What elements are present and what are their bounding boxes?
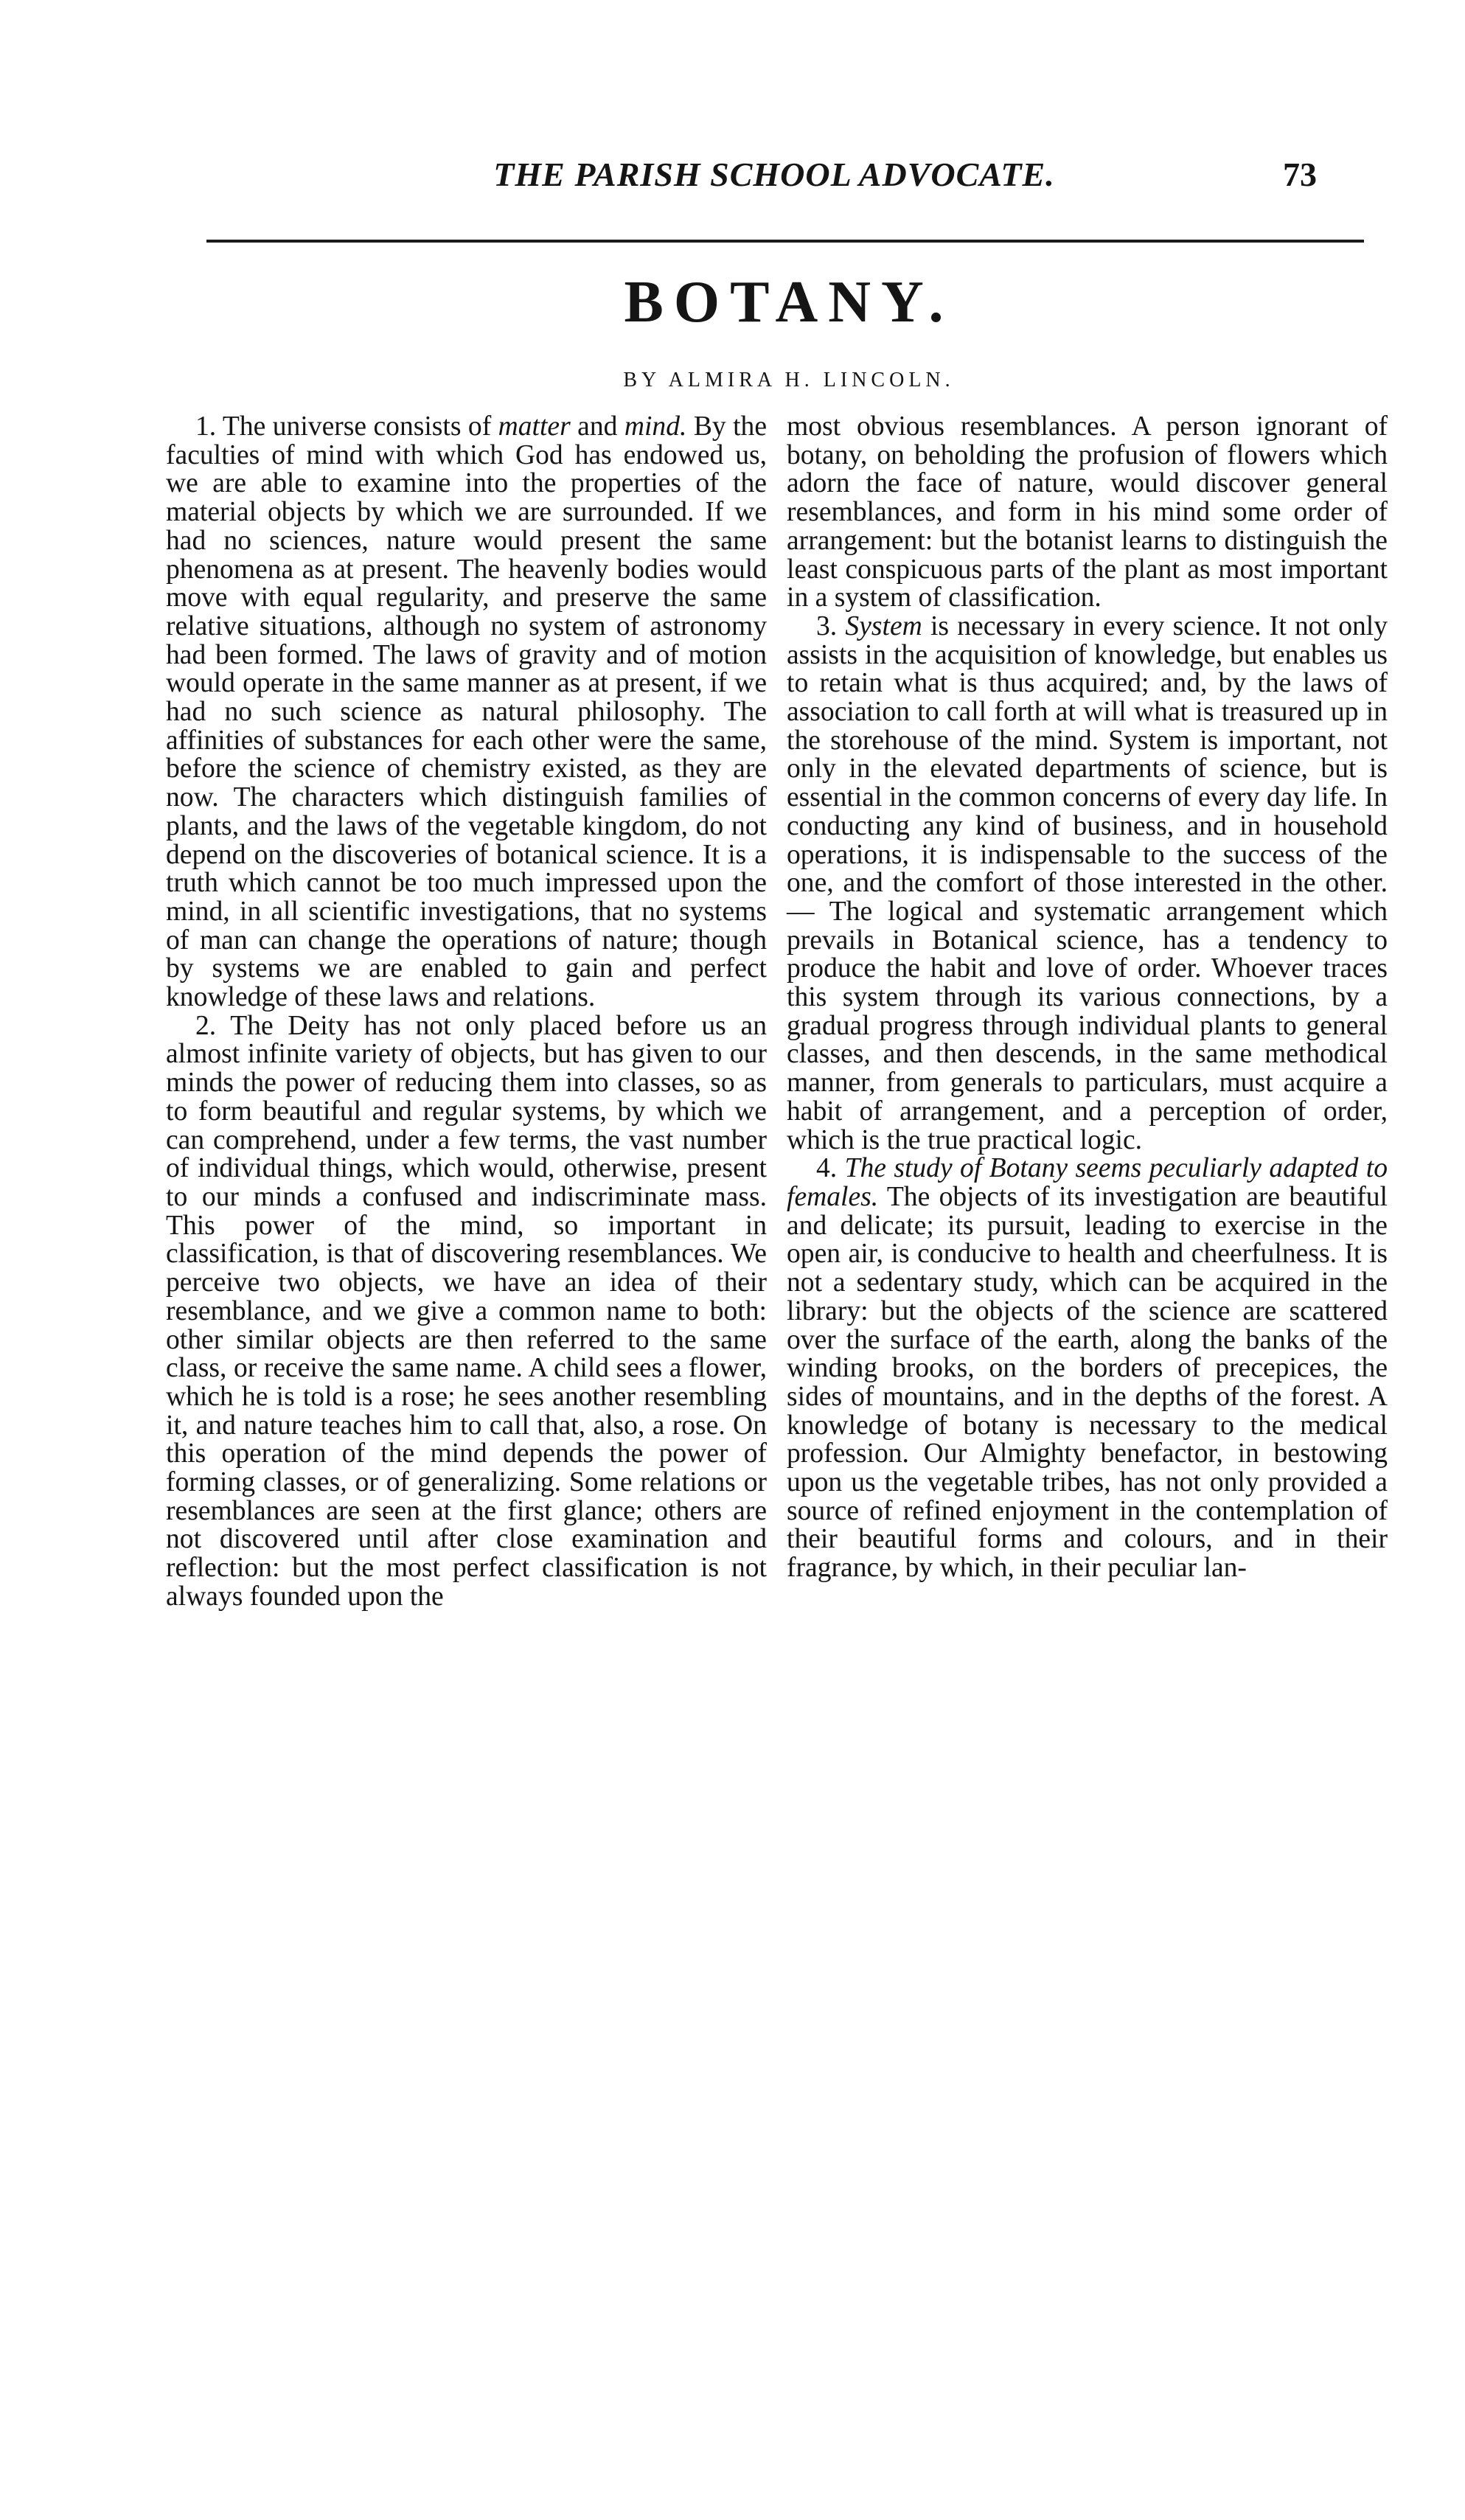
article-title: BOTANY. — [624, 270, 954, 335]
paragraph-2: 2. The Deity has not only placed before us an almost infinite variety of objects, but has given to our minds the power of reducing them into classes, so as to form beautiful and regular systems, by which we can comprehend, under a few terms, the vast number of individual things, which would, otherwise, present to our minds a confused and indiscriminate mass. This power of the mind, so important in classification, is that of discovering resemblances. We perceive two objects, we have an idea of their resemblance, and we give a common name to both: other similar objects are then referred to the same class, or receive the same name. A child sees a flower, which he is told is a rose; he sees another resembling it, and nature teaches him to call that, also, a rose. On this operation of the mind depends the power of forming classes, or of generalizing. Some relations or resemblances are seen at the first glance; others are not discovered until after close examination and reflection: but the most perfect classification is not always founded upon the — [166, 1010, 767, 1612]
left-column — [166, 413, 767, 1612]
page-number: 73 — [1283, 156, 1317, 193]
paragraph-3-text-a: 3. — [816, 610, 846, 641]
paragraph-3-emphasis-system: System — [845, 610, 922, 641]
paragraph-4-emphasis-heading: The study of Botany seems peculiarly adapted to females. — [787, 1153, 1388, 1212]
paragraph-1 — [166, 413, 767, 1012]
paragraph-4-text-c: The objects of its investigation are beautiful and delicate; its pursuit, leading to exercise in the open air, is conducive to health and cheerfulness. It is not a sedentary study, which can be acquired in the library: but the objects of the science are scattered over the surface of the earth, along the banks of the winding brooks, on the borders of precepices, the sides of mountains, and in the depths of the forest. A knowledge of botany is necessary to the medical profession. Our Almighty benefactor, in bestowing upon us the vegetable tribes, has not only provided a source of refined enjoyment in the contemplation of their beautiful forms and colours, and in their fragrance, by which, in their peculiar lan- — [787, 1181, 1388, 1584]
paragraph-2-continued: most obvious resemblances. A person ignorant of botany, on beholding the profusion of flowers which adorn the face of nature, would discover general resemblances, and form in his mind some order of arrangement: but the botanist learns to distinguish the least conspicuous parts of the plant as most important in a system of classification. — [787, 411, 1388, 613]
paragraph-4-text-a: 4. — [816, 1153, 845, 1184]
paragraph-1-text-a: 1. The universe consists of — [195, 411, 498, 442]
paragraph-1-text-c: and — [570, 411, 624, 442]
paragraph-1-emphasis-mind: mind. — [624, 411, 687, 442]
header-rule — [206, 240, 1364, 243]
paragraph-4 — [787, 1155, 1388, 1583]
article-byline: BY ALMIRA H. LINCOLN. — [623, 369, 955, 391]
paragraph-3-text-c: is necessary in every science. It not only assists in the acquisition of knowledge, but enables us to retain what is thus acquired; and, by the laws of association to call forth at will what is treasured up in the storehouse of the mind. System is important, not only in the elevated departments of science, but is essential in the common concerns of every day life. In conducting any kind of business, and in household operations, it is indispensable to the success of the one, and the comfort of those interested in the other.— The logical and systematic arrangement which prevails in Botanical science, has a tendency to produce the habit and love of order. Whoever traces this system through its various connections, by a gradual progress through individual plants to general classes, and then descends, in the same methodical manner, from generals to particulars, must acquire a habit of arrangement, and a perception of order, which is the true practical logic. — [787, 610, 1388, 1155]
paragraph-1-emphasis-matter: matter — [498, 411, 571, 442]
paragraph-1-text-e: By the faculties of mind with which God has endowed us, we are able to examine into the properties of the material objects by which we are surrounded. If we had no sciences, nature would present the same phenomena as at present. The heavenly bodies would move with equal regularity, and preserve the same relative situations, although no system of astronomy had been formed. The laws of gravity and of motion would operate in the same manner as at present, if we had no such science as natural philosophy. The affinities of substances for each other were the same, before the science of chemistry existed, as they are now. The characters which distinguish families of plants, and the laws of the vegetable kingdom, do not depend on the discoveries of botanical science. It is a truth which cannot be too much impressed upon the mind, in all scientific investigations, that no systems of man can change the operations of nature; though by systems we are enabled to gain and perfect knowledge of these laws and relations. — [166, 411, 767, 1013]
paragraph-3 — [787, 610, 1388, 1155]
running-title: THE PARISH SCHOOL ADVOCATE. — [493, 156, 1055, 193]
right-column — [787, 413, 1388, 1583]
